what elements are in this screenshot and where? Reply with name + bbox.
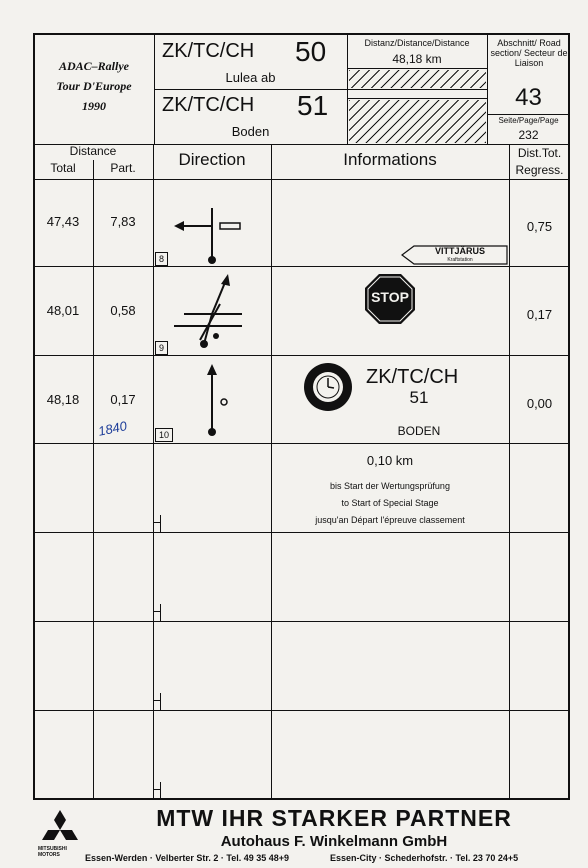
row-number: 10 [155,428,173,442]
direction-left-turn-icon [170,196,250,266]
header-regress: Regress. [515,163,564,177]
section-number: 43 [515,84,542,111]
row-tick [160,515,161,532]
row-tick [160,693,161,710]
road-sign-text: VITTJÄRUS [434,246,485,256]
row-line [33,710,570,711]
handwritten-time: 1840 [96,418,129,439]
row-regress: 0,75 [526,219,553,234]
row-part: 0,58 [110,303,136,318]
tc-number: 51 [409,388,429,407]
row-number: 8 [155,252,168,266]
control-code: ZK/TC/CH [162,94,255,116]
row-number: 9 [155,341,168,355]
row-total: 48,18 [46,392,80,407]
stop-sign-text: STOP [371,289,409,305]
event-title [35,56,153,116]
tc-code: ZK/TC/CH [366,366,459,388]
row-line [33,266,570,267]
column-line [93,160,94,800]
row-line [33,532,570,533]
row-line [33,621,570,622]
section-label: Abschnitt/ Road section/ Secteur de Liaison [490,38,568,68]
road-sign-subtext: Kraftstation [447,257,473,263]
special-stage-distance: 0,10 km [366,453,414,468]
distance-label: Distanz/Distance/Distance [364,38,470,48]
row-regress: 0,00 [526,396,553,411]
special-stage-fr: jusqu'an Départ l'épreuve classement [315,515,465,525]
event-line1: ADAC–Rallye [58,59,129,73]
row-total: 47,43 [46,214,80,229]
column-line [271,144,272,800]
footer-slogan: MTW IHR STARKER PARTNER [156,805,512,831]
event-line2: Tour D'Europe [56,79,132,93]
footer-address-2: Essen-City · Schederhofstr. · Tel. 23 70 24+5 [330,853,519,863]
header-dist-tot: Dist.Tot. [517,146,562,160]
page-number: 232 [518,128,539,142]
time-control-clock-icon [302,361,354,413]
tc-place: BODEN [397,424,441,438]
row-part: 0,17 [110,392,136,407]
divider [347,98,487,99]
direction-straight-icon [190,360,230,440]
row-tick [160,782,161,799]
special-stage-de: bis Start der Wertungsprüfung [330,481,450,491]
page-label: Seite/Page/Page [498,116,559,125]
special-stage-en: to Start of Special Stage [341,498,439,508]
control-number: 51 [297,90,329,121]
divider [487,114,570,115]
control-place: Lulea ab [225,70,276,85]
row-regress: 0,17 [526,307,553,322]
hatched-box [349,70,486,88]
header-direction: Direction [178,150,246,169]
mitsubishi-logo-icon [40,808,80,844]
brand-text: MITSUBISHI MOTORS [38,846,67,858]
divider [347,89,487,90]
column-line [153,144,154,800]
divider [347,68,487,69]
header-part: Part. [110,161,136,175]
row-part: 7,83 [110,214,136,229]
hatched-box [349,100,486,143]
row-total: 48,01 [46,303,80,318]
row-line [33,355,570,356]
header-informations: Informations [343,150,437,169]
divider [33,179,570,180]
control-code: ZK/TC/CH [162,40,255,62]
column-line [509,144,510,800]
control-place: Boden [231,124,270,139]
row-line [33,443,570,444]
direction-crossing-icon [170,272,250,354]
footer-company: Autohaus F. Winkelmann GmbH [220,833,448,850]
header-total: Total [50,161,76,175]
footer-address-1: Essen-Werden · Velberter Str. 2 · Tel. 49 35 48+9 [85,853,290,863]
distance-value: 48,18 km [392,52,442,66]
row-tick [160,604,161,621]
control-number: 50 [295,36,327,67]
header-distance: Distance [69,144,117,158]
event-year: 1990 [82,99,106,113]
